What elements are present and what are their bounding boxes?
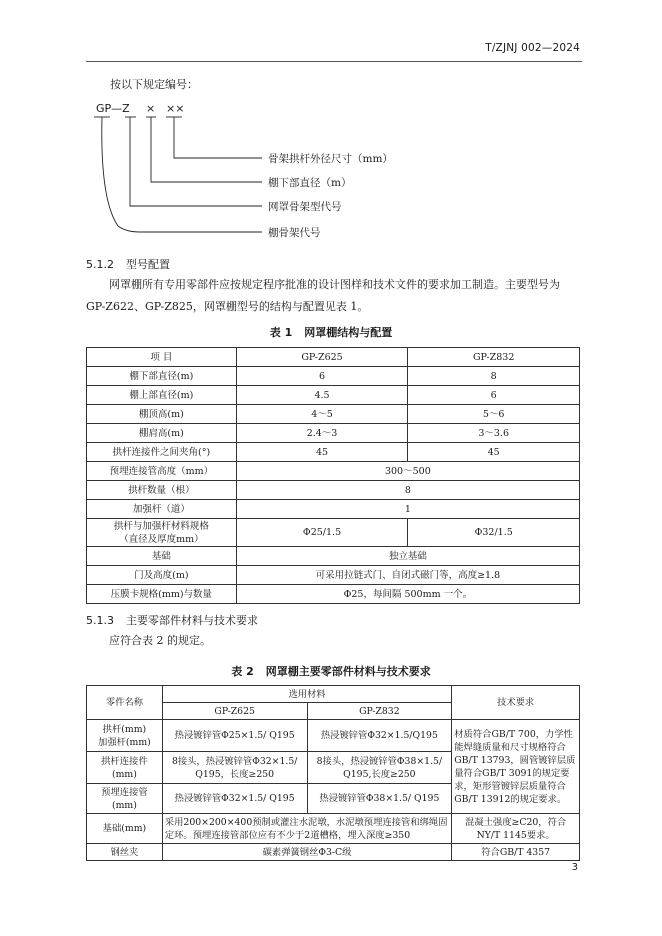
table-cell: 4～5 [236,405,408,424]
section-heading-5-1-3 [86,612,258,628]
table-cell [87,784,163,814]
page-number: 3 [571,862,578,873]
legend-arch-diameter: 骨架拱杆外径尺寸（mm） [268,153,393,165]
table-row [87,500,580,519]
table-cell: 8 [408,367,580,386]
cell-line: 8接头，热浸镀锌管Φ32×1.5/ [171,755,298,767]
table-cell: 棚下部直径(m) [87,367,237,386]
table-cell: Φ32/1.5 [408,519,580,547]
cell-line: 求，矩形管镀锌层质量符合 [454,780,566,792]
cell-line: Q195,长度≥250 [343,768,416,780]
table-cell: 300～500 [236,462,579,481]
table-cell: 加强杆（道） [87,500,237,519]
table-row [87,367,580,386]
table-header-cell: 零件名称 [87,686,163,720]
table-cell: 4.5 [236,386,408,405]
cell-line: (mm) [111,768,137,780]
table-header-cell: 项 目 [87,348,237,367]
table-cell [87,752,163,784]
table-cell: 1 [236,500,579,519]
code-prefix: GP [96,102,112,115]
table-cell: 6 [236,367,408,386]
code-letter: Z [122,102,130,115]
cell-line: 预埋连接管 [101,786,148,798]
table-cell: 拱杆连接件之间夹角(°) [87,443,237,462]
table-header-cell: GP-Z832 [307,703,452,720]
table-cell: 45 [236,443,408,462]
table-header-cell: 技术要求 [452,686,580,720]
table-cell: 碳素弹簧钢丝Φ3-C级 [162,844,451,861]
cell-line: 加强杆(mm) [98,736,151,748]
table-row [87,443,580,462]
table-cell: 热浸镀锌管Φ32×1.5/ Q195 [162,784,307,814]
table-header-cell: 选用材料 [162,686,451,703]
table-cell: 符合GB/T 4357 [452,844,580,861]
table-cell: Φ25/1.5 [236,519,408,547]
table-row [87,844,580,861]
cell-line: (mm) [111,799,137,811]
table1 [86,347,580,604]
cell-line: 能焊缝质量和尺寸规格符合 [454,741,566,753]
table-cell: 可采用拉链式门、自闭式磁门等，高度≥1.8 [236,566,579,585]
table2-caption-number: 表 2 [231,665,254,678]
code-diagram-lines [0,0,662,260]
document-code: T/ZJNJ 002—2024 [485,42,580,54]
table-cell: 8 [236,481,579,500]
table-cell: 压膜卡规格(mm)与数量 [87,585,237,604]
table-cell: 棚肩高(m) [87,424,237,443]
paragraph-5-1-3: 应符合表 2 的规定。 [109,634,211,647]
table-cell: 预埋连接管高度（mm） [87,462,237,481]
table-header-cell: GP-Z625 [236,348,408,367]
table-cell: 独立基础 [236,547,579,566]
table-header-row [87,348,580,367]
table1-caption-number: 表 1 [269,326,293,339]
cell-line: 采用200×200×400预制或灌注水泥墩，水泥墩预埋连接管和绑绳固 [164,816,448,828]
table-header-row [87,686,580,703]
table-cell: 基础 [87,547,237,566]
cell-line: 8接头，热浸镀锌管Φ38×1.5/ [316,755,443,767]
table-row [87,405,580,424]
table-row [87,481,580,500]
code-x1: × [146,102,156,115]
table-cell: 棚顶高(m) [87,405,237,424]
table-cell: 棚上部直径(m) [87,386,237,405]
table-cell: 门及高度(m) [87,566,237,585]
table-cell [162,752,307,784]
code-x2: ×× [166,102,185,115]
cell-line: NY/T 1145要求。 [476,829,555,841]
table1-caption [0,324,662,340]
table-cell: Φ25，每间隔 500mm 一个。 [236,585,579,604]
table-cell: 钢丝夹 [87,844,163,861]
table2 [86,685,580,861]
cell-line: 拱杆与加强杆材料规格 [113,520,209,532]
table-cell [162,814,451,844]
section-number: 5.1.2 [86,258,114,271]
cell-line: 定环。预埋连接管部位应有不少于2道槽格，埋入深度≥350 [164,829,411,841]
table-cell: 拱杆数量（根） [87,481,237,500]
table-row [87,720,580,752]
cell-line: 混凝土强度≥C20，符合 [465,816,567,828]
table2-caption [0,663,662,679]
table-cell: 45 [408,443,580,462]
table-header-cell: GP-Z625 [162,703,307,720]
cell-line: GB/T 13793，圆管镀锌层质 [454,754,576,766]
table-cell: 热浸镀锌管Φ38×1.5/ Q195 [307,784,452,814]
table-cell: 3～3.6 [408,424,580,443]
table-row [87,547,580,566]
table-cell [87,720,163,752]
table-cell-requirements [452,720,580,814]
table-cell: 6 [408,386,580,405]
section-title: 型号配置 [126,258,170,271]
table-cell: 基础(mm) [87,814,163,844]
table-header-cell: GP-Z832 [408,348,580,367]
cell-line: Q195，长度≥250 [195,768,275,780]
intro-text: 按以下规定编号： [110,78,198,91]
table-cell [307,752,452,784]
table2-caption-title: 网罩棚主要零部件材料与技术要求 [265,665,431,678]
table-cell [87,519,237,547]
section-heading-5-1-2 [86,256,170,272]
table-cell: 5～6 [408,405,580,424]
cell-line: 拱杆(mm) [102,723,147,735]
table-cell [452,814,580,844]
table1-caption-title: 网罩棚结构与配置 [304,326,393,339]
paragraph-5-1-2: 网罩棚所有专用零部件应按规定程序批准的设计图样和技术文件的要求加工制造。主要型号为 GP-Z622、GP-Z825，网罩棚型号的结构与配置见表 1。 [86,278,560,313]
table-cell: 2.4～3 [236,424,408,443]
cell-line: 材质符合GB/T 700，力学性 [454,728,573,740]
code-dash: — [111,102,123,115]
table-row [87,519,580,547]
table-row [87,566,580,585]
legend-frame-code: 棚骨架代号 [268,227,321,239]
section-number: 5.1.3 [86,614,114,627]
section-title: 主要零部件材料与技术要求 [126,614,258,627]
table-cell: 热浸镀锌管Φ32×1.5/Q195 [307,720,452,752]
legend-lower-diameter: 棚下部直径（m） [268,177,352,189]
table-row [87,386,580,405]
cell-line: 拱杆连接件 [101,755,148,767]
cell-line: 量符合GB/T 3091的规定要 [454,767,570,779]
table-cell: 热浸镀锌管Φ25×1.5/ Q195 [162,720,307,752]
table-row [87,814,580,844]
cell-line: GB/T 13912的规定要求。 [454,793,567,805]
table-row [87,424,580,443]
table-row [87,585,580,604]
cell-line: （直径及厚度mm） [119,533,204,545]
table-row [87,462,580,481]
legend-frame-type: 网罩骨架型代号 [268,201,342,213]
